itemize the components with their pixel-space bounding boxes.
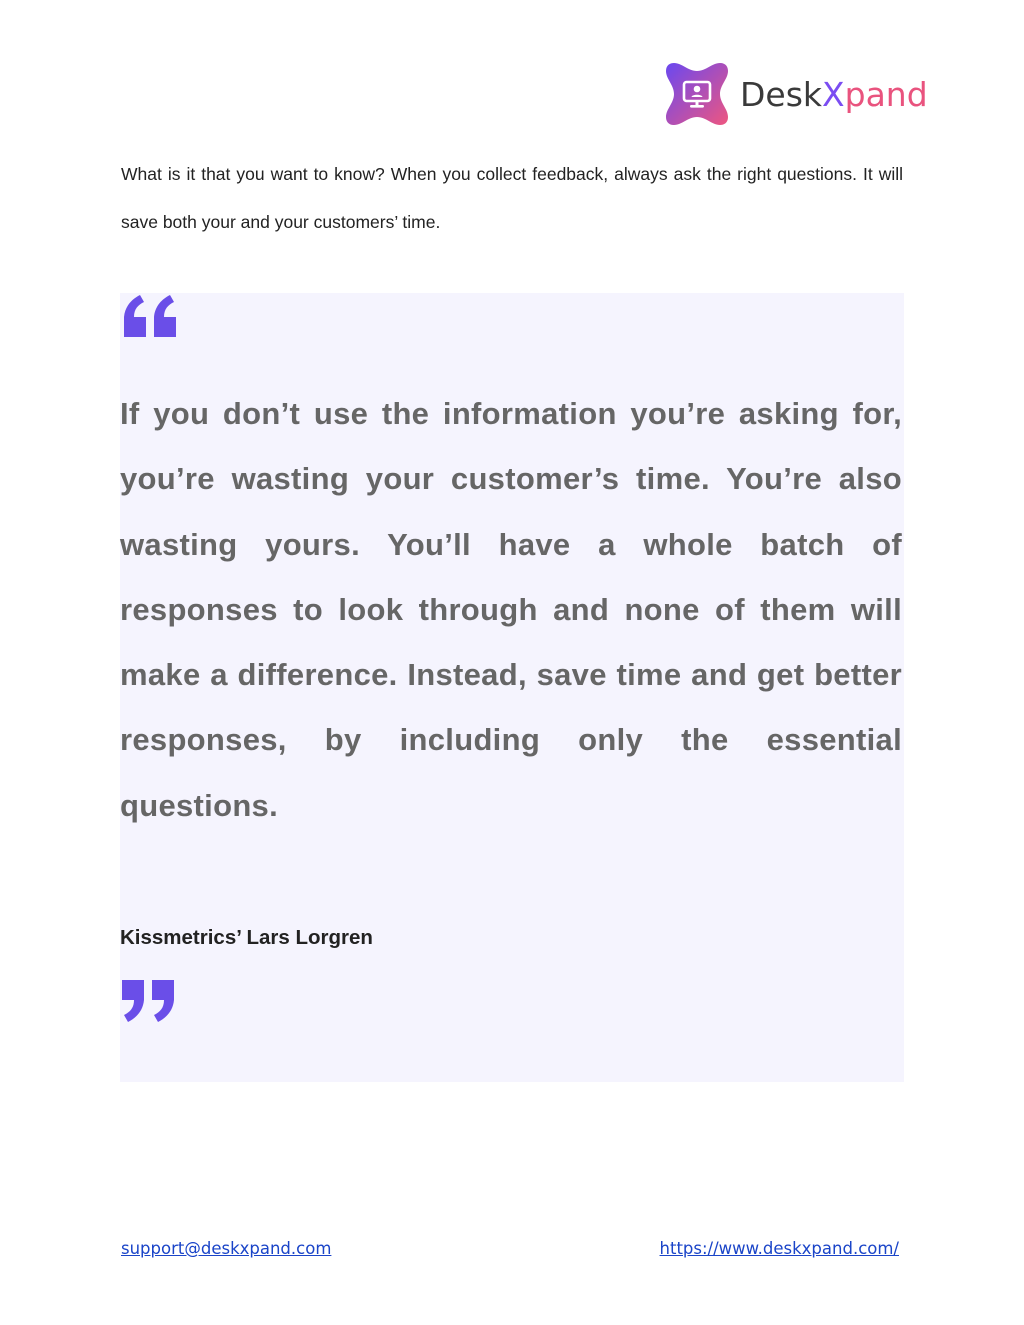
open-quote-icon [122, 293, 176, 339]
monitor-person-icon [664, 61, 730, 127]
quote-block [120, 293, 904, 1082]
support-email-link[interactable]: support@deskxpand.com [121, 1239, 332, 1258]
logo-wordmark [740, 74, 928, 114]
logo-text-x: X [822, 74, 845, 114]
quote-text: If you don’t use the information you’re asking for, you’re wasting your customer’s time. You’re also wasting yours. You’ll have a whole batch of responses to look through and none of them will make a difference. Instead, save time and get better responses, by including only the essential questions. [120, 396, 902, 823]
quote-author: Kissmetrics’ Lars Lorgren [120, 926, 373, 949]
close-quote-icon [122, 978, 176, 1024]
intro-paragraph: What is it that you want to know? When you collect feedback, always ask the right questions. It will save both your and your customers’ time. [121, 164, 903, 232]
website-link[interactable]: https://www.deskxpand.com/ [659, 1239, 899, 1258]
deskxpand-logo [664, 60, 928, 128]
logo-text-desk: Desk [740, 74, 823, 114]
logo-text-pand: pand [844, 74, 928, 114]
